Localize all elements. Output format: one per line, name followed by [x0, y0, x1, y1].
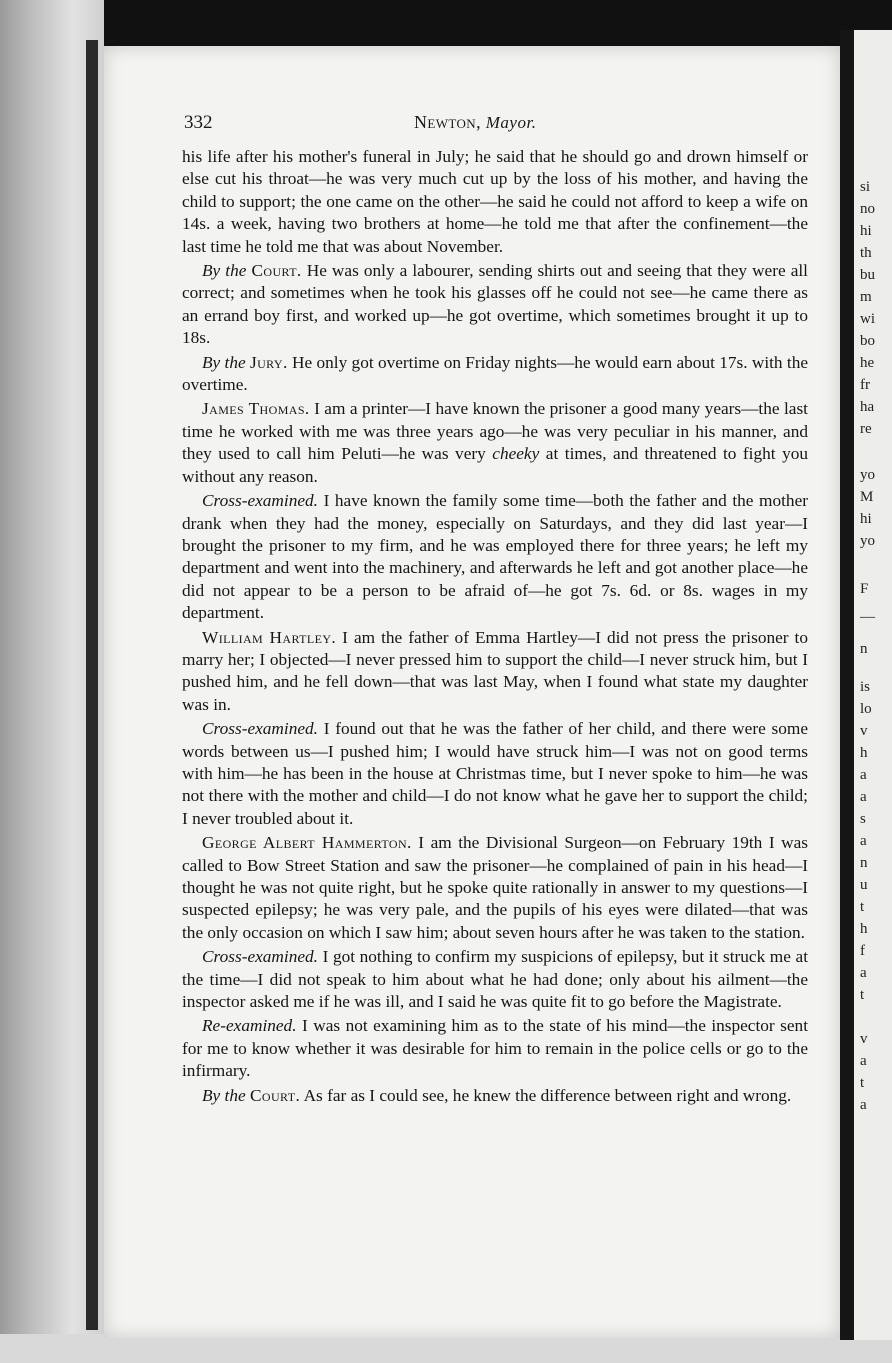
- paragraph-text: at times, and threatened to fight you without any reason.: [182, 444, 808, 486]
- facing-page-fragment: —: [860, 609, 875, 625]
- witness-name: James Thomas.: [202, 399, 310, 419]
- facing-page-fragment: yo: [860, 467, 875, 483]
- text-column: [182, 146, 808, 1109]
- facing-page-fragment: t: [860, 987, 865, 1003]
- running-head: [184, 112, 804, 138]
- book-gutter: [840, 30, 854, 1340]
- paragraph-3: [182, 352, 808, 397]
- facing-page-fragment: v: [860, 723, 868, 739]
- facing-page-fragment: a: [860, 1053, 867, 1069]
- paragraph-lead: Cross-examined.: [202, 719, 318, 739]
- facing-page-fragment: h: [860, 921, 868, 937]
- facing-page-fragment: v: [860, 1031, 868, 1047]
- facing-page-fragment: yo: [860, 533, 875, 549]
- paragraph-text: He only got overtime on Friday nights—he would earn about 17s. with the overtime.: [182, 352, 809, 395]
- paragraph-11: [182, 1085, 808, 1107]
- facing-page-fragment: a: [860, 965, 867, 981]
- facing-page-fragment: is: [860, 679, 871, 695]
- facing-page-fragment: a: [860, 767, 867, 783]
- facing-page-fragment: u: [860, 877, 868, 893]
- facing-page-fragment: fr: [860, 377, 870, 393]
- witness-name: George Albert Hammerton.: [202, 833, 412, 853]
- facing-page-fragment: si: [860, 179, 871, 195]
- running-title-role: Mayor.: [485, 113, 537, 132]
- bottom-scan-margin: [0, 1334, 892, 1363]
- paragraph-text: I have known the family some time—both the father and the mother drank when they had the money, especially on Saturdays, and they did last year—I brought the prisoner to my firm, and he was employed there for three years; he left my department and went into the machinery, and afterwards he left and got another place—he did not appear to be a person to be afraid of—he got 7s. 6d. or 8s. wages in my department.: [182, 491, 808, 623]
- facing-page-fragment: m: [860, 289, 872, 305]
- paragraph-1: [182, 146, 808, 258]
- paragraph-text: I am a printer—I have known the prisoner a good many years—the last time he worked with me was three years ago—he was very peculiar in his manner, and they used to call him Peluti—he was very: [182, 399, 808, 464]
- facing-page-edge: [854, 30, 892, 1340]
- facing-page-fragment: t: [860, 1075, 865, 1091]
- facing-page-fragment: a: [860, 789, 867, 805]
- speaker-label: Jury.: [249, 352, 288, 372]
- facing-page-fragment: no: [860, 201, 875, 217]
- paragraph-lead: Cross-examined.: [202, 491, 318, 511]
- running-title: [414, 112, 536, 133]
- speaker-label: Court.: [251, 261, 302, 281]
- page-number: 332: [184, 112, 213, 133]
- facing-page-fragment: ha: [860, 399, 875, 415]
- facing-page-fragment: th: [860, 245, 872, 261]
- facing-page-fragment: a: [860, 1097, 867, 1113]
- facing-page-fragment: re: [860, 421, 872, 437]
- facing-page-fragment: h: [860, 745, 868, 761]
- facing-page-fragment: wi: [860, 311, 875, 327]
- left-page-fold: [86, 40, 98, 1330]
- facing-page-fragment: M: [860, 489, 874, 505]
- book-page: [104, 46, 840, 1338]
- paragraph-text: his life after his mother's funeral in July; he said that he should go and drown himself or else cut his throat—he was very much cut up by the loss of his mother, and having the child to support; the one came on the other—he said he could not afford to keep a wife on 14s. a week, having two brothers at home—he told me that after the confinement—the last time he told me that was about November.: [182, 147, 808, 256]
- paragraph-text: I am the Divisional Surgeon—on February 19th I was called to Bow Street Station and saw the prisoner—he complained of pain in his head—I thought he was not quite right, but he spoke quite rationally in answer to my questions—I suspected epilepsy; he was very pale, and the pupils of his eyes were dilated—that was the only occasion on which I saw him; about seven hours after he was taken to the station.: [182, 833, 808, 942]
- facing-page-fragment: hi: [860, 223, 872, 239]
- facing-page-fragment: hi: [860, 511, 872, 527]
- paragraph-lead: Cross-examined.: [202, 947, 318, 967]
- paragraph-9: [182, 946, 808, 1013]
- facing-page-fragment: a: [860, 833, 867, 849]
- paragraph-lead: By the: [202, 261, 252, 281]
- paragraph-text: I got nothing to confirm my suspicions of epilepsy, but it struck me at the time—I did not speak to him about what he had done; only about his ailment—the inspector asked me if he was ill, and I said he was quite fit to go before the Magistrate.: [182, 947, 808, 1012]
- paragraph-5: [182, 490, 808, 624]
- paragraph-text: He was only a labourer, sending shirts out and seeing that they were all correct; and sometimes when he took his glasses off he could not see—he came there as an errand boy first, and worked up—he got overtime, which sometimes brought it up to 18s.: [182, 261, 808, 348]
- italic-word: cheeky: [492, 444, 540, 464]
- paragraph-8: [182, 832, 808, 944]
- paragraph-10: [182, 1015, 808, 1082]
- facing-page-fragment: he: [860, 355, 875, 371]
- paragraph-text: I was not examining him as to the state of his mind—the inspector sent for me to know whether it was desirable for him to remain in the police cells or go to the infirmary.: [182, 1016, 808, 1081]
- paragraph-text: As far as I could see, he knew the difference between right and wrong.: [303, 1085, 792, 1105]
- paragraph-text: I am the father of Emma Hartley—I did not press the prisoner to marry her; I objected—I never pressed him to support the child—I never struck him, but I pushed him, and he fell down—that was last May, when I found what state my daughter was in.: [182, 627, 808, 714]
- scan-top-border: [0, 0, 892, 48]
- facing-page-fragment: t: [860, 899, 865, 915]
- paragraph-7: [182, 718, 808, 830]
- paragraph-text: I found out that he was the father of her child, and there were some words between us—I pushed him; I would have struck him—I was not on good terms with him—he has been in the house at Christmas time, but I never spoke to him—he was not there with the mother and child—I do not know what he gave her to support the child; I never troubled about it.: [182, 719, 808, 828]
- facing-page-fragment: lo: [860, 701, 872, 717]
- paragraph-lead: By the: [202, 352, 250, 372]
- paragraph-6: [182, 627, 808, 717]
- facing-page-fragment: bo: [860, 333, 875, 349]
- facing-page-fragment: n: [860, 855, 868, 871]
- facing-page-fragment: bu: [860, 267, 875, 283]
- paragraph-lead: Re-examined.: [202, 1016, 297, 1036]
- speaker-label: Court.: [249, 1085, 301, 1105]
- witness-name: William Hartley.: [202, 627, 337, 647]
- facing-page-fragment: n: [860, 641, 868, 657]
- paragraph-2: [182, 260, 808, 350]
- running-title-name: Newton,: [414, 112, 481, 132]
- facing-page-fragment: s: [860, 811, 866, 827]
- facing-page-fragment: F: [860, 581, 869, 597]
- paragraph-lead: By the: [202, 1085, 250, 1105]
- paragraph-4: [182, 398, 808, 488]
- facing-page-fragment: f: [860, 943, 865, 959]
